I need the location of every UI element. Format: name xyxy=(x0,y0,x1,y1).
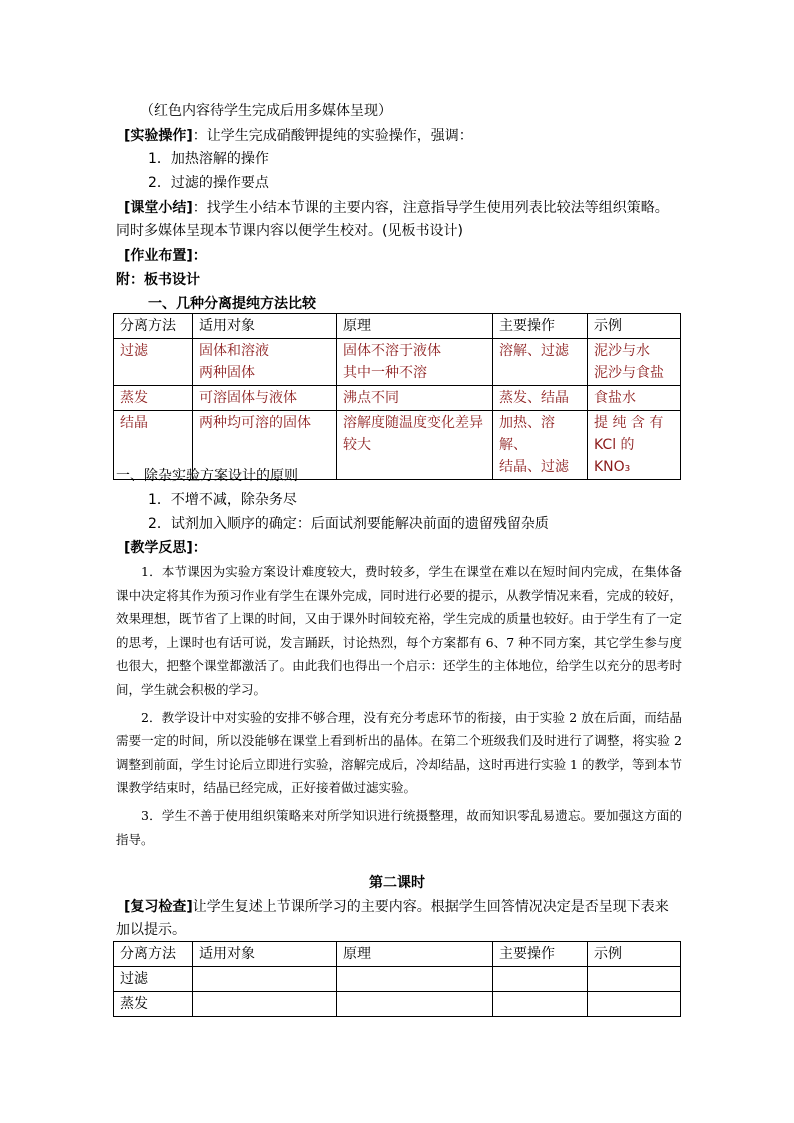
operation-line: 溶解、过滤 xyxy=(499,343,569,359)
review-paragraph xyxy=(124,897,669,917)
example-line: 泥沙与食盐 xyxy=(594,365,664,381)
empty-cell[interactable] xyxy=(337,967,493,992)
method-cell: 过滤 xyxy=(114,339,193,386)
summary-paragraph xyxy=(124,198,669,218)
empty-cell[interactable] xyxy=(193,992,337,1017)
operation-cell: 蒸发、结晶 xyxy=(493,386,588,411)
empty-cell[interactable] xyxy=(588,992,681,1017)
summary-label: [课堂小结] xyxy=(124,200,193,216)
reflection-label: [教学反思]： xyxy=(124,540,207,556)
object-line: 固体和溶液 xyxy=(199,343,269,359)
reflection-paragraph: 2．教学设计中对实验的安排不够合理，没有充分考虑环节的衔接，由于实验 2 放在后面，而结晶需要一定的时间，所以没能够在课堂上看到析出的晶体。在第二个班级我们及时进行了调整，将实验 2 调整到前面，学生讨论后立即进行实验，溶解完成后，冷却结晶，这时再进行实验 1 的教学，等到本节课教学结束时，结晶已经完成，正好接着做过滤实验。 xyxy=(116,709,682,796)
header-cell: 主要操作 xyxy=(493,942,588,967)
principle-line: 其中一种不溶 xyxy=(343,365,427,381)
header-cell: 原理 xyxy=(337,942,493,967)
header-cell: 示例 xyxy=(588,314,681,339)
reflection-paragraph: 3．学生不善于使用组织策略来对所学知识进行统摄整理，故而知识零乱易遗忘。要加强这方面的指导。 xyxy=(116,807,682,847)
table1-title: 一、几种分离提纯方法比较 xyxy=(148,296,316,312)
summary-text-2: 同时多媒体呈现本节课内容以便学生校对。(见板书设计) xyxy=(116,223,463,239)
object-cell: 两种均可溶的固体 xyxy=(193,411,337,480)
review-text-1: 让学生复述上节课所学习的主要内容。根据学生回答情况决定是否呈现下表来 xyxy=(192,899,669,915)
example-line: 泥沙与水 xyxy=(594,343,650,359)
principle-heading: 一、除杂实验方案设计的原则 xyxy=(116,468,298,484)
table-row xyxy=(114,992,681,1017)
header-cell: 适用对象 xyxy=(193,942,337,967)
method-cell: 蒸发 xyxy=(114,386,193,411)
object-cell: 可溶固体与液体 xyxy=(193,386,337,411)
principle-item-2: 2．试剂加入顺序的确定：后面试剂要能解决前面的遗留残留杂质 xyxy=(148,516,549,532)
object-line: 两种固体 xyxy=(199,365,255,381)
review-label: [复习检查] xyxy=(124,899,193,915)
operation-cell xyxy=(493,339,588,386)
example-cell: 食盐水 xyxy=(588,386,681,411)
example-cell xyxy=(588,339,681,386)
example-cell xyxy=(588,411,681,480)
principle-line: 较大 xyxy=(343,437,371,453)
principle-line: 固体不溶于液体 xyxy=(343,343,441,359)
method-cell: 结晶 xyxy=(114,411,193,480)
principle-line: 溶解度随温度变化差异 xyxy=(343,415,483,431)
table-row xyxy=(114,386,681,411)
summary-text-1: ：找学生小结本节课的主要内容，注意指导学生使用列表比较法等组织策略。 xyxy=(192,200,669,216)
table-row xyxy=(114,339,681,386)
experiment-item-2: 2．过滤的操作要点 xyxy=(148,175,269,191)
header-cell: 分离方法 xyxy=(114,942,193,967)
header-cell: 示例 xyxy=(588,942,681,967)
empty-cell[interactable] xyxy=(193,967,337,992)
principle-item-1: 1．不增不减，除杂务尽 xyxy=(148,492,297,508)
reflection-paragraph: 1．本节课因为实验方案设计难度较大，费时较多，学生在课堂在难以在短时间内完成，在集体备课中决定将其作为预习作业有学生在课外完成，同时进行必要的提示，从教学情况来看，完成的较好，效果理想，既节省了上课的时间，又由于课外时间较充裕，学生完成的质量也较好。由于学生有了一定的思考，上课时也有话可说，发言踊跃，讨论热烈，每个方案都有 6、7 种不同方案，其它学生参与度也很大，把整个课堂都激活了。由此我们也得出一个启示：还学生的主体地位，给学生以充分的思考时间，学生就会积极的学习。 xyxy=(116,564,682,697)
header-cell: 原理 xyxy=(337,314,493,339)
object-cell xyxy=(193,339,337,386)
experiment-operation-paragraph xyxy=(124,126,473,146)
review-text-2: 加以提示。 xyxy=(116,922,186,938)
empty-cell[interactable] xyxy=(337,992,493,1017)
empty-cell[interactable] xyxy=(493,992,588,1017)
table-header-row xyxy=(114,942,681,967)
intro-note: （红色内容待学生完成后用多媒体呈现） xyxy=(140,103,392,119)
empty-cell[interactable] xyxy=(588,967,681,992)
method-cell: 过滤 xyxy=(114,967,193,992)
appendix-heading: 附：板书设计 xyxy=(116,272,200,288)
review-table xyxy=(113,941,681,1017)
header-cell: 主要操作 xyxy=(493,314,588,339)
principle-cell xyxy=(337,339,493,386)
method-cell: 蒸发 xyxy=(114,992,193,1017)
operation-cell xyxy=(493,411,588,480)
homework-text: ： xyxy=(192,248,207,264)
homework-paragraph xyxy=(124,246,207,266)
example-line: 提 纯 含 有 xyxy=(594,415,664,431)
homework-label: [作业布置] xyxy=(124,248,193,264)
empty-cell[interactable] xyxy=(493,967,588,992)
header-cell: 分离方法 xyxy=(114,314,193,339)
comparison-table xyxy=(113,313,681,480)
operation-line: 加热、溶解、 xyxy=(499,415,555,453)
principle-cell xyxy=(337,411,493,480)
principle-cell: 沸点不同 xyxy=(337,386,493,411)
table-header-row xyxy=(114,314,681,339)
reflection-body xyxy=(116,560,682,855)
experiment-operation-label: [实验操作] xyxy=(124,128,193,144)
example-line: KCl 的 KNO₃ xyxy=(594,437,635,475)
table-row xyxy=(114,967,681,992)
second-lesson-title: 第二课时 xyxy=(369,875,425,891)
experiment-item-1: 1．加热溶解的操作 xyxy=(148,151,269,167)
operation-line: 结晶、过滤 xyxy=(499,459,569,475)
header-cell: 适用对象 xyxy=(193,314,337,339)
experiment-operation-text: ：让学生完成硝酸钾提纯的实验操作，强调： xyxy=(192,128,473,144)
